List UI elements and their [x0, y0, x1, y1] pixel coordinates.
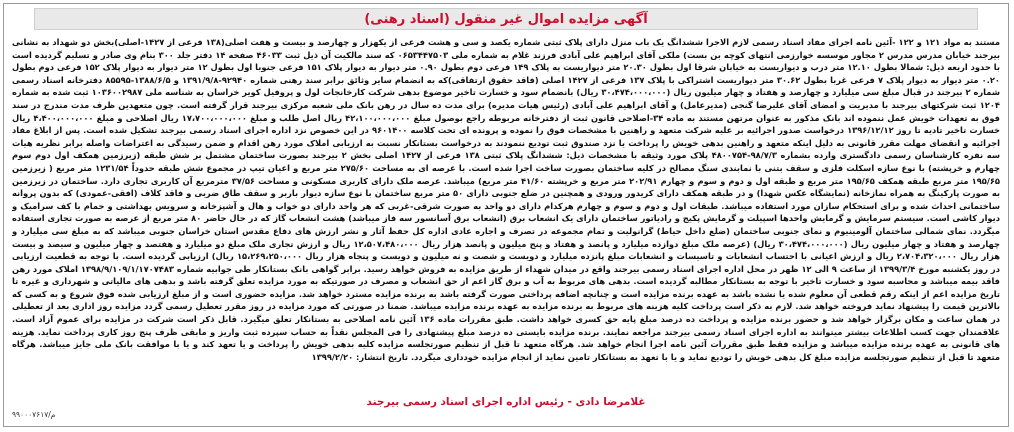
- reference-code: م/۹۹۰۰۰۷۶۱۷: [12, 410, 56, 419]
- notice-body: [12, 36, 1000, 368]
- notice-body-text: مستند به مواد ۱۲۱ و ۱۲۲ -آئین نامه اجرای مفاد اسناد رسمی لازم الاجرا ششدانگ یک باب منزل دارای پلاک ثبتی شماره یکصد و سی و هشت فرعی از یکهزار و چهارصد و بیست و هفت اصلی(۱۳۸ فرعی از ۱۴۲۷-اصلی)بخش دو شهداد به نشانی بیرجند خیابان مدرس مدرس ۲ مجاور موسسه خوارزمی انتهای کوچه بن بست) ملکی آقای ابراهیم علی آبادی فرزند غلام به شماره ملی ۰۶۵۳۴۴۷۵۰۳ که سند مالکیت آن ذیل ثبت ۴۶۰۳۳ صفحه ۱۴ دفتر جلد ۳۰۰ بنام وی صادر و تسلیم گردیده است با حدود اربعه ذیل: شمالا بطول ۱۲.۱۰ متر درب و دیواریست به خیابان شرقا اول بطول ۲۰.۳۰ متر دیواریست به پلاک ۱۴۹ فرعی دوم بطول ۰.۹۰ متر دیوار به دیوار پلاک ۱۵۱ فرعی جنوبا اول بطول ۱۲ متر دیوار به دیوار پلاک ۱۵۲ فرعی دوم بطول ۰.۲۰ متر دیوار به دیوار پلاک ۷ فرعی غربا بطول ۳۰.۶۲ متر دیواریست اشتراکی با پلاک ۱۳۷ فرعی از ۱۴۲۷ اصلی (فاقد حقوق ارتفاقی)که به انضمام سایر وثائق برابر سند رهنی شماره ۹۲۹۴۰-۱۳۹۱/۹/۸ و ۱۳۸۸/۶/۵-۸۵۵۹۵ دفترخانه اسناد رسمی شماره ۲ بیرجند در قبال مبلغ سی میلیارد و چهارصد و هفتاد و چهار میلیون ریال (۳۰،۴۷۴،۰۰۰،۰۰۰ ریال) بانضمام سود و خسارت تاخیر موضوع بدهی شرکت کارخانجات لول و پروفیل کویر خراسان به شناسه ملی ۱۰۳۶۰۰۲۹۸۷ ثبت شده به شماره ۱۲۰۴ ثبت شرکتهای بیرجند با مدیریت و امضای آقای علیرضا گنجی (مدیرعامل) و آقای ابراهیم علی آبادی (رئیس هیات مدیره) برای مدت ده سال در رهن بانک ملی شعبه مرکزی بیرجند قرار گرفته است. چون متعهدین ظرف مدت مندرج در سند فوق به تعهدات خویش عمل ننموده اند بانک مذکور به عنوان مرتهن مستند به ماده ۳۴-اصلاحی قانون ثبت از دفترخانه مربوطه راجع بوصول مبلغ ۴۲،۱۰۰،۰۰۰،۰۰۰ ریال اصل طلب و مبلغ ۱۷،۷۰۰،۰۰۰،۰۰۰ ریال اصلاحی و مبلغ ۴،۴۰۰،۰۰۰،۰۰۰ ریال خسارت تاخیر تادیه تا روز ۱۳۹۶/۱۲/۱۲ درخواست صدور اجرائیه بر علیه شرکت متعهد و راهنین با مشخصات فوق را نموده و پرونده ای تحت کلاسه ۹۶۰۱۴۰۰ در این خصوص نزد اداره اجرای اسناد رسمی بیرجند تشکیل شده است. پس از ابلاغ مفاد اجرائیه و انقضای مهلت مقرر قانونی به دلیل اینکه متعهد و راهنین بدهی خویش را پرداخت یا نزد صندوق ثبت تودیع ننمودند به درخواست بستانکار نسبت به ارزیابی املاک مورد رهن اقدام و ضمن رسیدگی به اعتراضات واصله برابر نظریه هیات سه نفره کارشناسان رسمی دادگستری وارده بشماره ۹۸/۷/۳-۴۸۰۰۷۵۴ پلاک مورد وثیقه با مشخصات ذیل: ششدانگ پلاک ثبتی ۱۳۸ فرعی از ۱۴۲۷ اصلی بخش ۲ بیرجند بصورت ساختمان مشتمل بر شش طبقه (زیرزمین همکف اول دوم سوم چهارم و خرپشته) با نوع سازه اسکلت فلزی و سقف بتنی با نمابندی سنگ مصالح در کلیه ساختمان بصورت ساخت اجرا شده است. با عرصه ای به مساحت ۲۷۵/۶۰ متر مربع و اعیان تیپ در مجموع شش طبقه حدوداً ۱۲۳۱/۵۴ متر مربع ( زیرزمین ۱۹۵/۶۵ متر مربع طبقه همکف ۱۹۵/۶۵ متر مربع و طبقه اول و دوم و سوم و چهارم ۲۰۲/۹۱ متر مربع و خرپشته ۴۱/۶۰ متر مربع) میباشد. عرصه ملک دارای کاربری مسکونی و مساحت ۳۷/۵۶ مترمربع آن کاربری تجاری دارد. ساختمان در زیرزمین به صورت پارکینگ به همراه نمازخانه (نمایشگاه عکس شهدا) و در طبقه همکف دارای کریدور ورودی و همچنین در ضلع جنوبی دارای ۵۰ متر مربع ساختمان با نوع سازه دیوار باربر و سقف طاق ضربی و فاقد کلاف (افقی-عمودی) که بدون پروانه ساختمانی احداث شده و برای استحکام سازان مورد استفاده میباشد. طبقات اول و دوم و سوم و چهارم هرکدام دارای دو واحد به صورت شرقی-غربی که هر واحد دارای دو خواب و هال و آشپزخانه و سرویس بهداشتی و حمام با کف سرامیک و دیوار کاشی است. سیستم سرمایش و گرمایش واحدها اسپیلت و گرمایش پکیج و رادیاتور ساختمان دارای یک انشعاب برق (انشعاب برق آسانسور سه فاز میباشد) هشت انشعاب گاز که در حال حاضر ۸۰ متر مربع از عرصه به صورت تجاری استفاده میگردد. نمای شمالی ساختمان آلومینیوم و نمای جنوبی ساختمان (ضلع داخل حیاط) گرانولیت و تمام مجموعه در تصرف و اجاره عادی اداره کل حفظ آثار و نشر ارزش های دفاع مقدس استان خراسان جنوبی میباشد که به مبلغ سی میلیارد و چهارصد و هفتاد و چهار میلیون ریال (۳۰،۴۷۴،۰۰۰،۰۰۰ ریال) (عرصه ملک مبلغ دوازده میلیارد و پانصد و هفتاد و پنج میلیون و پانصد هزار ریال ۱۲،۵۰۷،۴۸۰،۰۰۰ ریال و ارزش تجاری ملک مبلغ دو میلیارد و هفتصد و چهار میلیون و سیصد و بیست هزار ریال ۲،۷۰۴،۳۲۰،۰۰۰ ریال و ارزش اعیانی با احتساب انشعابات و تاسیسات و انشعابات مبلغ پانزده میلیارد و دویست و شصت و نه میلیون و دویست و پنجاه هزار ریال ۱۵،۲۶۹،۲۵۰،۰۰۰ ریال) ارزیابی گردیده است. با توجه به قطعیت ارزیابی در روز یکشنبه مورخ ۱۳۹۹/۳/۴ از ساعت ۹ الی ۱۲ ظهر در محل اداره اجرای اسناد رسمی بیرجند واقع در میدان شهداء از طریق مزایده به فروش خواهد رسید. برابر گواهی بانک بستانکار طی جوابیه شماره ۱۳۹۸/۹/۱۰۹/۱/۱۷۰۷۴۸۳ املاک مورد رهن فاقد بیمه میباشد و محاسبه سود و خسارت تاخیر با توجه به بستانکار مطالبه گردیده است. بدهی های مربوط به آب و برق گاز اعم از حق انشعاب و مصرف در صورتیکه به مورد مزایده تعلق گرفته باشد و بدهی های مالیاتی و شهرداری و غیره تا تاریخ مزایده اعم از اینکه رقم قطعی آن معلوم شده یا نشده باشد به عهده برنده مزایده است و چنانچه اضافه پرداختی صورت گرفته باشد به برنده مزایده مسترد خواهد شد. مزایده حضوری است و از مبلغ ارزیابی شده فوق شروع و به کسی که بالاترین قیمت را پیشنهاد نماید فروخته خواهد شد. لازم به ذکر است پرداخت کلیه هزینه های مربوط به برنده مزایده به عهده برنده مزایده میباشد. ضمنا در صورتی که مورد مزایده در روز مقرر تعطیل رسمی گردد مزایده روز اداری بعد از تعطیلی در همان ساعت و مکان برگزار خواهد شد و حضور برنده مزایده و پرداخت ده درصد مبلغ پایه حق کسری خواهد داشت. طبق مقررات ماده ۱۳۶ آئین نامه اصلاحی به بستانکار تعلق میگیرد. قابل ذکر است شرکت در مزایده برای عموم آزاد است. علاقمندان جهت کسب اطلاعات بیشتر میتوانند به اداره اجرای اسناد رسمی بیرجند مراجعه نمایند. برنده مزایده بایستی ده درصد مبلغ پیشنهادی را فی المجلس نقداً به حساب سپرده ثبت واریز و مابقی ظرف پنج روز کاری پرداخت نماید. هزینه های قانونی به عهده برنده مزایده میباشد و مزایده فقط طبق مقررات آئین نامه اجرا انجام خواهد شد. هرگاه متعهد تا قبل از تنظیم صورتجلسه مزایده کلیه بدهی خویش را پرداخت و یا تعهد کند و یا با موافقت بانک ملی جایز میباشد. هرگاه متعهد تا قبل از تنظیم صورتجلسه مزایده مبلغ کل بدهی خویش را تودیع نماید و یا با تعهد به بستانکار تامین نماید از انجام مزایده خودداری میگردد.: [12, 37, 1000, 362]
- publish-date-label: تاریخ انتشار:: [356, 351, 409, 362]
- title-bar: [34, 8, 978, 30]
- signature: غلامرضا دادی - رئیس اداره اجرای اسناد رسمی بیرجند: [366, 396, 646, 408]
- publish-date-value: ۱۳۹۹/۲/۲۰: [311, 351, 354, 362]
- notice-title: آگهی مزایده اموال غیر منقول (اسناد رهنی): [364, 11, 648, 27]
- notice-frame: [3, 3, 1009, 427]
